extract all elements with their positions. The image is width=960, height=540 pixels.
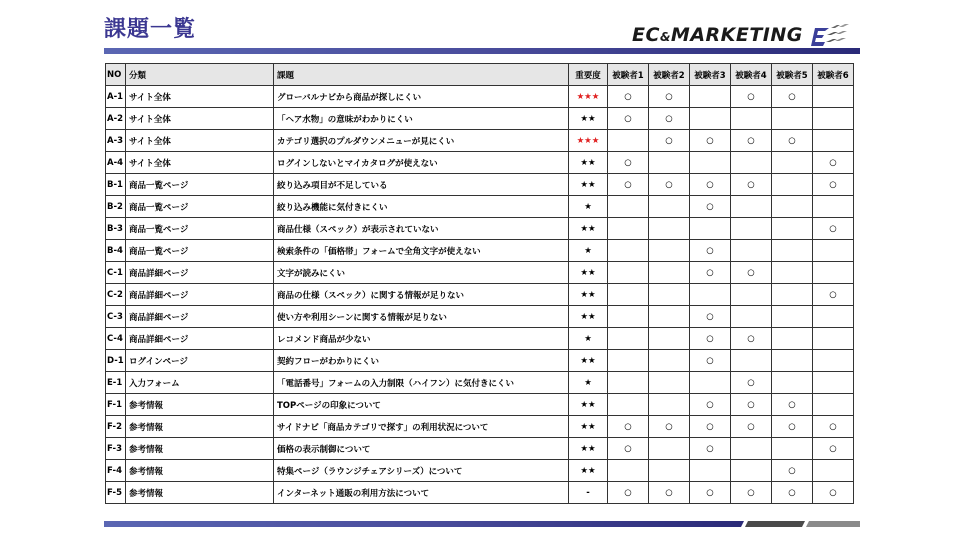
row-category: 商品詳細ページ [126,328,274,350]
row-importance: ★★ [569,262,608,284]
row-no: C-4 [106,328,126,350]
table-row [106,130,854,152]
row-subject-4-mark: ○ [731,372,772,394]
row-subject-1-mark [608,218,649,240]
row-issue: 使い方や利用シーンに関する情報が足りない [274,306,569,328]
row-subject-6-mark [813,372,854,394]
row-subject-5-mark [772,152,813,174]
row-issue: ログインしないとマイカタログが使えない [274,152,569,174]
row-subject-6-mark: ○ [813,152,854,174]
row-subject-4-mark [731,306,772,328]
row-subject-3-mark: ○ [690,174,731,196]
row-subject-2-mark: ○ [649,416,690,438]
row-subject-2-mark [649,240,690,262]
row-subject-4-mark: ○ [731,394,772,416]
row-importance: ★★ [569,394,608,416]
row-subject-1-mark [608,240,649,262]
row-category: サイト全体 [126,130,274,152]
row-subject-1-mark [608,130,649,152]
row-category: ログインページ [126,350,274,372]
header-subject-1: 被験者1 [608,64,649,86]
row-subject-4-mark [731,196,772,218]
row-subject-2-mark [649,284,690,306]
row-subject-1-mark: ○ [608,108,649,130]
row-subject-6-mark [813,460,854,482]
row-category: 商品一覧ページ [126,240,274,262]
row-category: サイト全体 [126,108,274,130]
row-no: F-5 [106,482,126,504]
row-issue: TOPページの印象について [274,394,569,416]
row-importance: ★ [569,196,608,218]
row-category: 参考情報 [126,416,274,438]
row-category: 参考情報 [126,482,274,504]
row-no: A-3 [106,130,126,152]
row-subject-3-mark [690,86,731,108]
header-category: 分類 [126,64,274,86]
row-category: サイト全体 [126,152,274,174]
row-importance: ★★ [569,108,608,130]
row-category: サイト全体 [126,86,274,108]
row-subject-5-mark [772,284,813,306]
row-importance: ★ [569,372,608,394]
row-subject-5-mark [772,196,813,218]
row-subject-3-mark: ○ [690,416,731,438]
row-subject-6-mark [813,196,854,218]
row-subject-2-mark: ○ [649,482,690,504]
row-subject-3-mark [690,108,731,130]
row-issue: サイドナビ「商品カテゴリで探す」の利用状況について [274,416,569,438]
table-row [106,482,854,504]
row-subject-3-mark: ○ [690,262,731,284]
row-category: 参考情報 [126,394,274,416]
row-subject-4-mark [731,438,772,460]
row-importance: ★★ [569,350,608,372]
row-subject-4-mark: ○ [731,86,772,108]
row-subject-6-mark [813,262,854,284]
row-subject-3-mark: ○ [690,350,731,372]
header-subject-3: 被験者3 [690,64,731,86]
row-no: B-2 [106,196,126,218]
row-importance: ★★★ [569,86,608,108]
row-subject-5-mark: ○ [772,416,813,438]
row-subject-2-mark: ○ [649,174,690,196]
row-importance: ★★ [569,284,608,306]
row-importance: ★★ [569,416,608,438]
row-subject-4-mark: ○ [731,482,772,504]
row-subject-3-mark: ○ [690,394,731,416]
row-category: 商品一覧ページ [126,218,274,240]
row-importance: ★★ [569,438,608,460]
row-subject-4-mark: ○ [731,174,772,196]
row-subject-1-mark [608,350,649,372]
row-subject-2-mark [649,328,690,350]
row-issue: 特集ページ（ラウンジチェアシリーズ）について [274,460,569,482]
table-row [106,174,854,196]
row-subject-1-mark [608,394,649,416]
row-subject-6-mark [813,394,854,416]
row-category: 商品詳細ページ [126,306,274,328]
header-subject-5: 被験者5 [772,64,813,86]
row-subject-5-mark [772,350,813,372]
row-subject-3-mark [690,372,731,394]
row-category: 参考情報 [126,438,274,460]
row-subject-1-mark [608,306,649,328]
row-issue: 価格の表示制御について [274,438,569,460]
table-row [106,394,854,416]
row-subject-6-mark [813,328,854,350]
header-importance: 重要度 [569,64,608,86]
row-issue: 文字が読みにくい [274,262,569,284]
row-subject-4-mark [731,218,772,240]
row-no: D-1 [106,350,126,372]
row-subject-3-mark [690,218,731,240]
footer-bar-blue [104,521,744,527]
row-category: 商品詳細ページ [126,262,274,284]
row-subject-6-mark: ○ [813,218,854,240]
row-subject-2-mark [649,306,690,328]
row-subject-5-mark [772,218,813,240]
table-row [106,218,854,240]
row-subject-2-mark [649,196,690,218]
row-importance: ★★ [569,306,608,328]
header-subject-6: 被験者6 [813,64,854,86]
row-importance: ★★ [569,218,608,240]
row-no: C-2 [106,284,126,306]
ec-marketing-logo [632,24,851,48]
row-subject-2-mark: ○ [649,86,690,108]
table-row [106,460,854,482]
row-subject-3-mark: ○ [690,328,731,350]
logo-text: EC&MARKETING [632,24,803,46]
row-subject-2-mark [649,152,690,174]
row-subject-6-mark [813,86,854,108]
row-importance: ★★★ [569,130,608,152]
row-no: F-2 [106,416,126,438]
row-subject-6-mark [813,306,854,328]
row-subject-5-mark: ○ [772,394,813,416]
row-importance: ★★ [569,174,608,196]
table-row [106,372,854,394]
row-subject-1-mark [608,196,649,218]
row-issue: インターネット通販の利用方法について [274,482,569,504]
row-category: 商品一覧ページ [126,196,274,218]
issues-table-body [106,86,854,504]
row-subject-6-mark: ○ [813,438,854,460]
table-row [106,416,854,438]
row-subject-6-mark [813,108,854,130]
row-subject-5-mark [772,262,813,284]
ec-logo-icon [809,24,851,50]
table-row [106,284,854,306]
row-no: A-2 [106,108,126,130]
row-issue: 商品の仕様（スペック）に関する情報が足りない [274,284,569,306]
row-issue: 「ヘア水物」の意味がわかりにくい [274,108,569,130]
row-category: 入力フォーム [126,372,274,394]
row-no: C-1 [106,262,126,284]
row-no: B-4 [106,240,126,262]
row-subject-2-mark: ○ [649,130,690,152]
row-subject-3-mark: ○ [690,438,731,460]
table-row [106,306,854,328]
row-issue: 商品仕様（スペック）が表示されていない [274,218,569,240]
row-subject-3-mark [690,284,731,306]
row-subject-1-mark: ○ [608,174,649,196]
row-issue: 絞り込み項目が不足している [274,174,569,196]
footer-bar-gray [806,521,860,527]
row-subject-3-mark: ○ [690,240,731,262]
row-subject-3-mark: ○ [690,130,731,152]
row-subject-5-mark: ○ [772,482,813,504]
row-issue: 契約フローがわかりにくい [274,350,569,372]
row-category: 参考情報 [126,460,274,482]
row-subject-1-mark: ○ [608,152,649,174]
row-subject-4-mark [731,240,772,262]
row-subject-3-mark [690,152,731,174]
row-subject-6-mark [813,130,854,152]
table-row [106,152,854,174]
row-subject-6-mark: ○ [813,174,854,196]
row-subject-5-mark: ○ [772,130,813,152]
row-subject-1-mark [608,284,649,306]
row-issue: 絞り込み機能に気付きにくい [274,196,569,218]
row-subject-4-mark [731,152,772,174]
row-importance: ★★ [569,152,608,174]
row-subject-5-mark: ○ [772,460,813,482]
footer-divider-bar [104,521,860,527]
row-importance: ★ [569,328,608,350]
row-subject-5-mark [772,174,813,196]
row-subject-3-mark: ○ [690,196,731,218]
row-no: A-1 [106,86,126,108]
table-row [106,196,854,218]
row-subject-1-mark: ○ [608,482,649,504]
row-subject-5-mark [772,108,813,130]
table-row [106,328,854,350]
row-issue: カテゴリ選択のプルダウンメニューが見にくい [274,130,569,152]
footer-bar-dark [745,521,805,527]
row-subject-2-mark [649,372,690,394]
issues-table [105,63,854,504]
row-subject-1-mark: ○ [608,438,649,460]
row-issue: 「電話番号」フォームの入力制限（ハイフン）に気付きにくい [274,372,569,394]
row-category: 商品一覧ページ [126,174,274,196]
row-no: B-1 [106,174,126,196]
row-subject-4-mark [731,284,772,306]
row-no: A-4 [106,152,126,174]
row-subject-4-mark: ○ [731,262,772,284]
table-row [106,262,854,284]
table-row [106,438,854,460]
row-subject-4-mark [731,460,772,482]
row-importance: ★ [569,240,608,262]
row-subject-1-mark [608,328,649,350]
row-subject-3-mark [690,460,731,482]
row-subject-6-mark [813,240,854,262]
row-subject-4-mark: ○ [731,416,772,438]
row-no: E-1 [106,372,126,394]
row-no: C-3 [106,306,126,328]
row-subject-1-mark [608,262,649,284]
row-issue: グローバルナビから商品が探しにくい [274,86,569,108]
row-issue: 検索条件の「価格帯」フォームで全角文字が使えない [274,240,569,262]
page-title: 課題一覧 [104,16,197,42]
row-category: 商品詳細ページ [126,284,274,306]
row-no: B-3 [106,218,126,240]
row-subject-5-mark [772,372,813,394]
table-row [106,86,854,108]
row-importance: ★★ [569,460,608,482]
header-subject-4: 被験者4 [731,64,772,86]
header-divider-bar [104,48,860,54]
row-subject-2-mark [649,438,690,460]
table-row [106,108,854,130]
row-subject-1-mark: ○ [608,416,649,438]
header-no: NO [106,64,126,86]
row-subject-2-mark [649,394,690,416]
row-subject-5-mark [772,438,813,460]
row-subject-2-mark [649,350,690,372]
row-subject-3-mark: ○ [690,482,731,504]
row-subject-1-mark [608,460,649,482]
row-no: F-4 [106,460,126,482]
row-no: F-1 [106,394,126,416]
row-subject-4-mark [731,108,772,130]
row-subject-4-mark: ○ [731,130,772,152]
row-subject-2-mark: ○ [649,108,690,130]
header-subject-2: 被験者2 [649,64,690,86]
row-subject-1-mark [608,372,649,394]
row-issue: レコメンド商品が少ない [274,328,569,350]
row-subject-3-mark: ○ [690,306,731,328]
row-subject-6-mark: ○ [813,284,854,306]
row-subject-5-mark [772,328,813,350]
row-subject-6-mark [813,350,854,372]
row-subject-5-mark [772,306,813,328]
row-subject-5-mark: ○ [772,86,813,108]
row-subject-6-mark: ○ [813,482,854,504]
row-subject-4-mark: ○ [731,328,772,350]
row-no: F-3 [106,438,126,460]
row-subject-2-mark [649,460,690,482]
table-row [106,350,854,372]
row-subject-5-mark [772,240,813,262]
table-header-row [106,64,854,86]
row-subject-6-mark: ○ [813,416,854,438]
row-importance: - [569,482,608,504]
table-row [106,240,854,262]
header-issue: 課題 [274,64,569,86]
row-subject-2-mark [649,262,690,284]
row-subject-4-mark [731,350,772,372]
row-subject-1-mark: ○ [608,86,649,108]
row-subject-2-mark [649,218,690,240]
